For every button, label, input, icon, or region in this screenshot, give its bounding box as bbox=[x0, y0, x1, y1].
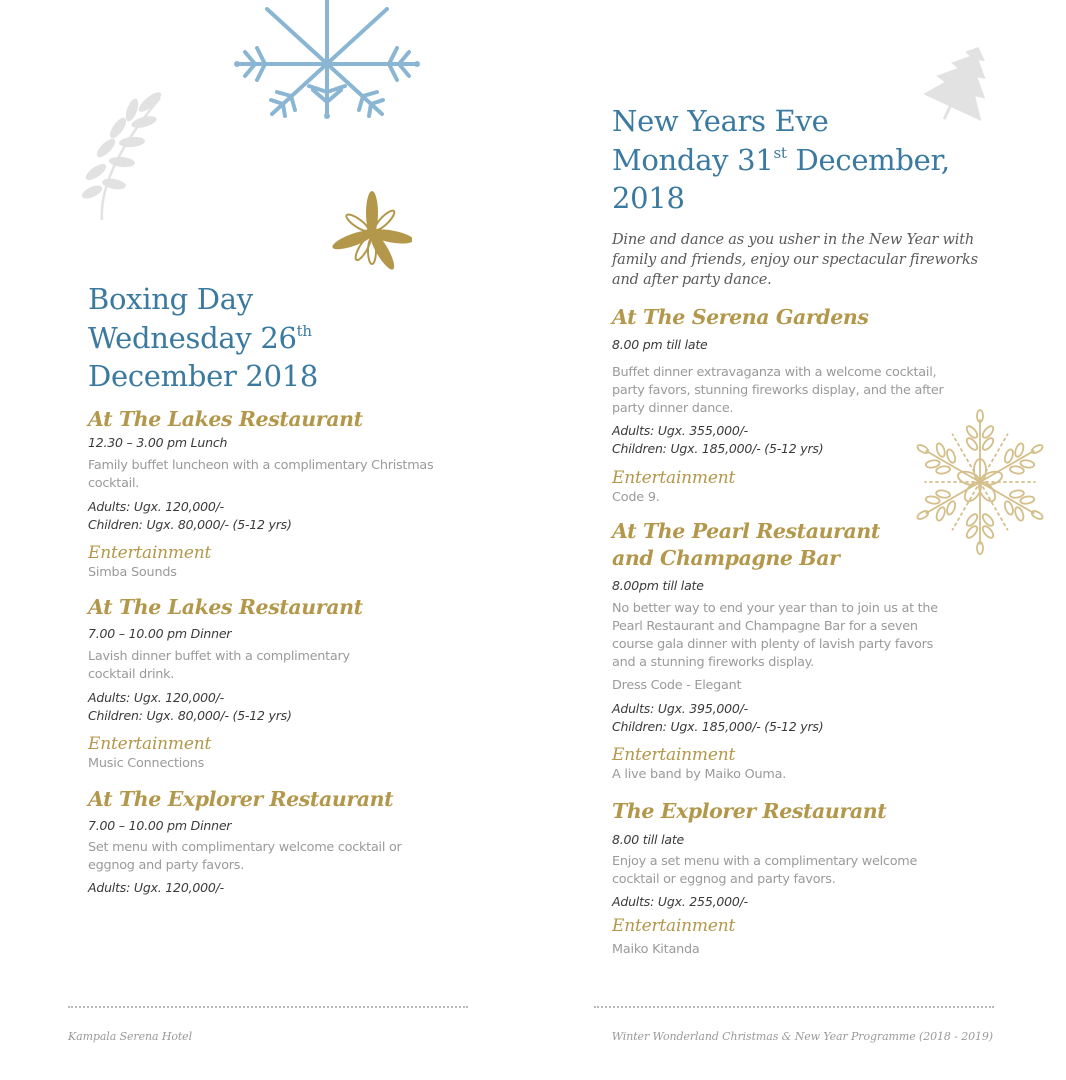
event-lakes-dinner bbox=[88, 594, 468, 773]
snowflake-icon bbox=[232, 0, 422, 124]
event-lakes-lunch bbox=[88, 406, 468, 582]
adult-price: Adults: Ugx. 120,000/- bbox=[88, 689, 224, 705]
title-line1: New Years Eve bbox=[612, 104, 829, 138]
entertainment-value: Code 9. bbox=[612, 489, 660, 505]
adult-price: Adults: Ugx. 120,000/- bbox=[88, 498, 224, 514]
venue-name: At The Lakes Restaurant bbox=[88, 594, 363, 619]
footer-hotel-name: Kampala Serena Hotel bbox=[68, 1030, 192, 1043]
event-explorer-dinner bbox=[88, 786, 468, 897]
venue-name: At The Pearl Restaurant and Champagne Bar bbox=[612, 518, 880, 570]
child-price: Children: Ugx. 185,000/- (5-12 yrs) bbox=[612, 440, 824, 456]
adult-price: Adults: Ugx. 355,000/- bbox=[612, 422, 748, 438]
title-line2: Wednesday 26 bbox=[88, 320, 297, 355]
title-line1: Boxing Day bbox=[88, 282, 253, 316]
venue-name: At The Lakes Restaurant bbox=[88, 406, 363, 431]
entertainment-label: Entertainment bbox=[88, 733, 212, 754]
footer-divider-left bbox=[68, 1006, 468, 1008]
dress-code: Dress Code - Elegant bbox=[612, 677, 742, 693]
title-line3: 2018 bbox=[612, 181, 685, 215]
event-description: Enjoy a set menu with a complimentary welcome cocktail or eggnog and party favors. bbox=[612, 853, 918, 887]
child-price: Children: Ugx. 80,000/- (5-12 yrs) bbox=[88, 516, 292, 532]
event-description: Family buffet luncheon with a complimentary Christmas cocktail. bbox=[88, 457, 434, 491]
event-time: 7.00 – 10.00 pm Dinner bbox=[88, 817, 232, 833]
boxing-day-section bbox=[88, 280, 468, 897]
adult-price: Adults: Ugx. 395,000/- bbox=[612, 700, 748, 716]
child-price: Children: Ugx. 80,000/- (5-12 yrs) bbox=[88, 707, 292, 723]
boxing-day-title bbox=[88, 280, 468, 396]
child-price: Children: Ugx. 185,000/- (5-12 yrs) bbox=[612, 718, 824, 734]
entertainment-value: Music Connections bbox=[88, 755, 205, 771]
adult-price: Adults: Ugx. 255,000/- bbox=[612, 893, 748, 909]
venue-name: At The Serena Gardens bbox=[612, 304, 869, 329]
entertainment-label: Entertainment bbox=[612, 744, 736, 765]
event-time: 8.00 till late bbox=[612, 831, 685, 847]
leaf-branch-icon bbox=[74, 92, 166, 224]
gold-star-flower-icon bbox=[332, 190, 412, 276]
title-ordinal: th bbox=[296, 321, 312, 340]
venue-name: At The Explorer Restaurant bbox=[88, 786, 394, 811]
footer-divider-right bbox=[594, 1006, 994, 1008]
event-time: 7.00 – 10.00 pm Dinner bbox=[88, 625, 232, 641]
title-line2: Monday 31 bbox=[612, 142, 774, 177]
event-description: No better way to end your year than to join us at the Pearl Restaurant and Champagne Bar for a seven course gala dinner with plenty of lavish party favors and a stunning fireworks display. bbox=[612, 600, 938, 670]
event-explorer-restaurant bbox=[612, 798, 982, 959]
nye-intro: Dine and dance as you usher in the New Year with family and friends, enjoy our spectacular fireworks and after party dance. bbox=[612, 231, 978, 288]
title-line2-rest: December, bbox=[786, 142, 950, 177]
title-ordinal: st bbox=[773, 143, 787, 162]
entertainment-value: Simba Sounds bbox=[88, 564, 177, 580]
venue-name: The Explorer Restaurant bbox=[612, 798, 887, 823]
nye-title bbox=[612, 102, 982, 218]
adult-price: Adults: Ugx. 120,000/- bbox=[88, 879, 224, 895]
event-time: 12.30 – 3.00 pm Lunch bbox=[88, 434, 228, 450]
entertainment-value: Maiko Kitanda bbox=[612, 941, 700, 957]
footer-programme-title: Winter Wonderland Christmas & New Year Programme (2018 - 2019) bbox=[611, 1030, 993, 1043]
entertainment-label: Entertainment bbox=[88, 542, 212, 563]
entertainment-label: Entertainment bbox=[612, 467, 736, 488]
event-time: 8.00pm till late bbox=[612, 577, 704, 593]
event-time: 8.00 pm till late bbox=[612, 336, 708, 352]
event-description: Set menu with complimentary welcome cocktail or eggnog and party favors. bbox=[88, 839, 402, 873]
event-pearl-restaurant bbox=[612, 518, 982, 784]
event-description: Buffet dinner extravaganza with a welcome cocktail, party favors, stunning fireworks display, and the after party dinner dance. bbox=[612, 364, 944, 416]
event-serena-gardens bbox=[612, 304, 982, 507]
entertainment-label: Entertainment bbox=[612, 915, 736, 936]
title-line3: December 2018 bbox=[88, 359, 319, 393]
event-description: Lavish dinner buffet with a complimentary cocktail drink. bbox=[88, 648, 350, 682]
new-years-eve-section bbox=[612, 102, 982, 959]
entertainment-value: A live band by Maiko Ouma. bbox=[612, 766, 787, 782]
